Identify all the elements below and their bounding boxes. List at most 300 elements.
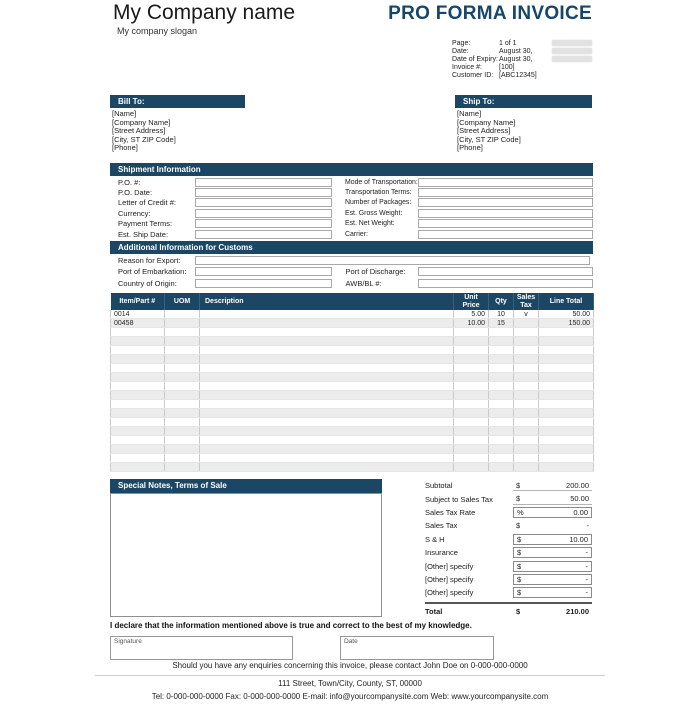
cell-line-total[interactable]	[539, 346, 594, 355]
meta-value[interactable]: August 30,	[499, 55, 533, 63]
cell-description[interactable]	[200, 346, 454, 355]
cell-line-total[interactable]	[539, 364, 594, 373]
field-input[interactable]	[418, 198, 593, 207]
currency-symbol: $	[517, 548, 522, 558]
port-of-embarkation-input[interactable]	[195, 267, 332, 276]
cell-sales-tax[interactable]	[514, 328, 539, 337]
table-row[interactable]	[111, 310, 594, 319]
cell-line-total[interactable]	[539, 427, 594, 436]
cell-sales-tax[interactable]	[514, 445, 539, 454]
field-label: Country of Origin:	[118, 278, 177, 288]
cell-sales-tax[interactable]	[514, 400, 539, 409]
col-sales-tax: Sales Tax	[514, 293, 539, 310]
currency-symbol: %	[517, 507, 524, 517]
grand-total-label: Total	[425, 607, 443, 617]
field-label: Letter of Credit #:	[118, 198, 176, 208]
cell-uom[interactable]	[165, 328, 200, 337]
cell-description[interactable]	[200, 364, 454, 373]
totals-amount-field[interactable]	[513, 507, 592, 518]
grand-total-amount	[513, 606, 592, 617]
cell-uom[interactable]	[165, 463, 200, 472]
cell-line-total[interactable]	[539, 418, 594, 427]
table-row[interactable]	[111, 463, 594, 472]
totals-value: -	[585, 574, 588, 584]
field-label: Est. Gross Weight:	[345, 209, 403, 217]
customs-info-header: Additional Information for Customs	[110, 241, 593, 254]
cell-description[interactable]	[200, 328, 454, 337]
field-label: Mode of Transportation:	[345, 178, 418, 186]
cell-unit-price[interactable]	[454, 337, 489, 346]
cell-unit-price[interactable]	[454, 454, 489, 463]
currency-symbol: $	[517, 574, 522, 584]
cell-description[interactable]	[200, 463, 454, 472]
cell-description[interactable]	[200, 319, 454, 328]
cell-unit-price[interactable]	[454, 346, 489, 355]
meta-label: Page:	[452, 39, 471, 47]
cell-item-part[interactable]	[111, 418, 165, 427]
field-label: AWB/BL #:	[345, 278, 382, 288]
field-label: Transportation Terms:	[345, 189, 412, 197]
cell-unit-price[interactable]	[454, 418, 489, 427]
cell-unit-price[interactable]	[454, 391, 489, 400]
cell-line-total[interactable]: 50.00	[539, 310, 594, 319]
cell-item-part[interactable]	[111, 373, 165, 382]
currency-symbol: $	[516, 607, 521, 617]
cell-qty[interactable]	[489, 364, 514, 373]
field-label: Port of Discharge:	[345, 267, 406, 277]
meta-value[interactable]: 1 of 1	[499, 39, 517, 47]
cell-item-part[interactable]	[111, 328, 165, 337]
table-row[interactable]	[111, 400, 594, 409]
cell-qty[interactable]	[489, 382, 514, 391]
field-input[interactable]	[195, 230, 332, 239]
cell-line-total[interactable]	[539, 382, 594, 391]
cell-unit-price[interactable]	[454, 328, 489, 337]
bill-to-line[interactable]: [City, ST ZIP Code]	[112, 134, 176, 144]
cell-item-part[interactable]	[111, 436, 165, 445]
currency-symbol: $	[516, 494, 521, 504]
cell-item-part[interactable]: 00458	[111, 319, 165, 328]
cell-item-part[interactable]	[111, 463, 165, 472]
field-input[interactable]	[418, 188, 593, 197]
currency-symbol: $	[517, 534, 522, 544]
special-notes-input[interactable]	[110, 493, 382, 617]
col-qty: Qty	[489, 293, 514, 310]
cell-qty[interactable]	[489, 418, 514, 427]
cell-description[interactable]	[200, 445, 454, 454]
meta-label: Date of Expiry:	[452, 55, 498, 63]
cell-unit-price[interactable]	[454, 400, 489, 409]
cell-qty[interactable]	[489, 454, 514, 463]
cell-description[interactable]	[200, 310, 454, 319]
cell-sales-tax[interactable]	[514, 373, 539, 382]
totals-amount-field[interactable]	[513, 587, 592, 598]
cell-unit-price[interactable]	[454, 436, 489, 445]
cell-uom[interactable]	[165, 382, 200, 391]
table-row[interactable]	[111, 391, 594, 400]
cell-qty[interactable]	[489, 355, 514, 364]
cell-line-total[interactable]	[539, 436, 594, 445]
meta-row	[452, 39, 592, 47]
meta-row	[452, 63, 592, 71]
country-of-origin-input[interactable]	[195, 279, 332, 288]
cell-sales-tax[interactable]: v	[514, 310, 539, 319]
col-line-total: Line Total	[539, 293, 594, 310]
table-row[interactable]	[111, 418, 594, 427]
totals-amount-field[interactable]	[513, 494, 592, 505]
cell-sales-tax[interactable]	[514, 337, 539, 346]
field-row	[345, 208, 593, 218]
cell-item-part[interactable]	[111, 355, 165, 364]
totals-label: [Other] specify	[425, 574, 474, 584]
ship-to-address[interactable]	[455, 108, 592, 153]
totals-row	[425, 479, 592, 492]
field-row	[345, 187, 593, 197]
cell-line-total[interactable]	[539, 445, 594, 454]
meta-label: Invoice #:	[452, 63, 482, 71]
cell-item-part[interactable]	[111, 391, 165, 400]
cell-uom[interactable]	[165, 391, 200, 400]
cell-line-total[interactable]	[539, 409, 594, 418]
cell-line-total[interactable]	[539, 337, 594, 346]
table-row[interactable]	[111, 373, 594, 382]
cell-line-total[interactable]	[539, 463, 594, 472]
cell-uom[interactable]	[165, 319, 200, 328]
totals-row	[425, 586, 592, 599]
shipment-info-header: Shipment Information	[110, 163, 593, 176]
bill-to-section	[110, 95, 245, 153]
bill-to-line[interactable]: [Phone]	[112, 143, 138, 153]
totals-value: -	[585, 561, 588, 571]
field-input[interactable]	[418, 219, 593, 228]
footer-contact-line: Should you have any enquiries concerning this invoice, please contact John Doe on 0-000-000-0000	[172, 661, 528, 670]
meta-row	[452, 47, 592, 55]
field-row	[345, 177, 593, 187]
table-row[interactable]	[111, 319, 594, 328]
cell-unit-price[interactable]	[454, 463, 489, 472]
bill-to-header: Bill To:	[110, 95, 245, 108]
totals-label: S & H	[425, 534, 445, 544]
cell-uom[interactable]	[165, 400, 200, 409]
grand-total-row	[425, 602, 592, 619]
cell-uom[interactable]	[165, 445, 200, 454]
totals-value: 50.00	[570, 494, 589, 504]
field-label: Port of Embarkation:	[118, 267, 187, 277]
totals-value: -	[586, 521, 589, 531]
totals-label: [Other] specify	[425, 561, 474, 571]
cell-item-part[interactable]	[111, 409, 165, 418]
invoice-meta	[452, 39, 592, 79]
company-slogan: My company slogan	[117, 26, 198, 36]
field-input[interactable]	[418, 178, 593, 187]
cell-qty[interactable]	[489, 463, 514, 472]
currency-symbol: $	[516, 480, 521, 490]
cell-description[interactable]	[200, 409, 454, 418]
currency-symbol: $	[516, 521, 521, 531]
col-description: Description	[200, 293, 454, 310]
cell-unit-price[interactable]	[454, 364, 489, 373]
table-row[interactable]	[111, 355, 594, 364]
field-row	[345, 219, 593, 229]
cell-qty[interactable]	[489, 337, 514, 346]
cell-unit-price[interactable]	[454, 409, 489, 418]
ship-to-line[interactable]: [Company Name]	[457, 117, 516, 127]
shipment-fields-right	[345, 177, 593, 239]
totals-row	[425, 559, 592, 572]
cell-line-total[interactable]	[539, 328, 594, 337]
cell-uom[interactable]	[165, 409, 200, 418]
customs-row-origin	[118, 278, 593, 288]
cell-line-total[interactable]	[539, 391, 594, 400]
cell-uom[interactable]	[165, 427, 200, 436]
special-notes-header: Special Notes, Terms of Sale	[110, 479, 382, 493]
field-input[interactable]	[195, 178, 332, 187]
customs-row-reason	[118, 255, 593, 265]
cell-description[interactable]	[200, 436, 454, 445]
cell-uom[interactable]	[165, 418, 200, 427]
redacted-value	[552, 48, 592, 54]
cell-description[interactable]	[200, 418, 454, 427]
currency-symbol: $	[517, 588, 522, 598]
cell-item-part[interactable]	[111, 364, 165, 373]
cell-sales-tax[interactable]	[514, 427, 539, 436]
cell-uom[interactable]	[165, 346, 200, 355]
cell-description[interactable]	[200, 337, 454, 346]
cell-qty[interactable]	[489, 391, 514, 400]
totals-amount-field[interactable]	[513, 547, 592, 558]
meta-value[interactable]: [100]	[499, 63, 515, 71]
field-label: Est. Ship Date:	[118, 229, 169, 239]
totals-amount-field[interactable]	[513, 534, 592, 545]
field-input[interactable]	[195, 188, 332, 197]
ship-to-line[interactable]: [Street Address]	[457, 126, 511, 136]
footer-divider	[95, 675, 605, 676]
cell-sales-tax[interactable]	[514, 436, 539, 445]
field-input[interactable]	[195, 198, 332, 207]
table-header-row	[111, 293, 594, 310]
col-uom: UOM	[165, 293, 200, 310]
totals-label: Subtotal	[425, 481, 453, 491]
cell-qty[interactable]	[489, 436, 514, 445]
field-label: Est. Net Weight:	[345, 220, 395, 228]
totals-section	[425, 479, 592, 619]
meta-value[interactable]: [ABC12345]	[499, 71, 537, 79]
bill-to-line[interactable]: [Name]	[112, 109, 137, 118]
cell-unit-price[interactable]	[454, 427, 489, 436]
cell-sales-tax[interactable]	[514, 418, 539, 427]
meta-row	[452, 71, 592, 79]
table-row[interactable]	[111, 427, 594, 436]
totals-row	[425, 573, 592, 586]
cell-line-total[interactable]	[539, 454, 594, 463]
totals-label: Insurance	[425, 548, 458, 558]
field-label: Currency:	[118, 208, 151, 218]
cell-uom[interactable]	[165, 454, 200, 463]
totals-label: Subject to Sales Tax	[425, 494, 493, 504]
company-name: My Company name	[113, 1, 296, 24]
field-label: Number of Packages:	[345, 199, 412, 207]
field-row	[118, 229, 332, 239]
table-row[interactable]	[111, 454, 594, 463]
cell-sales-tax[interactable]	[514, 346, 539, 355]
footer-address-line: 111 Street, Town/City, County, ST, 00000	[278, 679, 422, 688]
totals-value: -	[585, 548, 588, 558]
cell-item-part[interactable]	[111, 454, 165, 463]
awb-bl-input[interactable]	[418, 279, 593, 288]
cell-qty[interactable]	[489, 373, 514, 382]
cell-sales-tax[interactable]	[514, 364, 539, 373]
totals-row	[425, 533, 592, 546]
field-row	[118, 198, 332, 208]
cell-qty[interactable]: 15	[489, 319, 514, 328]
meta-row	[452, 55, 592, 63]
field-label: Carrier:	[345, 230, 368, 238]
col-item-part: Item/Part #	[111, 293, 165, 310]
ship-to-line[interactable]: [Name]	[457, 109, 482, 118]
field-label: Payment Terms:	[118, 219, 173, 229]
cell-item-part[interactable]	[111, 346, 165, 355]
field-label: P.O. #:	[118, 177, 141, 187]
cell-qty[interactable]: 10	[489, 310, 514, 319]
cell-uom[interactable]	[165, 337, 200, 346]
cell-sales-tax[interactable]	[514, 391, 539, 400]
cell-line-total[interactable]: 150.00	[539, 319, 594, 328]
col-unit-price: Unit Price	[454, 293, 489, 310]
table-row[interactable]	[111, 409, 594, 418]
totals-row	[425, 519, 592, 532]
field-label: P.O. Date:	[118, 188, 153, 198]
cell-line-total[interactable]	[539, 400, 594, 409]
port-of-discharge-input[interactable]	[418, 267, 593, 276]
cell-item-part[interactable]	[111, 427, 165, 436]
cell-description[interactable]	[200, 427, 454, 436]
totals-value: 0.00	[573, 507, 588, 517]
document-title: PRO FORMA INVOICE	[388, 3, 592, 24]
totals-amount-field[interactable]	[513, 574, 592, 585]
cell-uom[interactable]	[165, 436, 200, 445]
cell-description[interactable]	[200, 391, 454, 400]
cell-description[interactable]	[200, 400, 454, 409]
totals-value: 10.00	[569, 534, 588, 544]
field-input[interactable]	[195, 209, 332, 218]
field-row	[345, 198, 593, 208]
cell-qty[interactable]	[489, 409, 514, 418]
bill-to-line[interactable]: [Street Address]	[112, 126, 166, 136]
cell-item-part[interactable]	[111, 445, 165, 454]
totals-label: [Other] specify	[425, 588, 474, 598]
cell-sales-tax[interactable]	[514, 454, 539, 463]
meta-label: Customer ID:	[452, 71, 494, 79]
shipment-fields-left	[118, 177, 332, 239]
totals-label: Sales Tax	[425, 521, 458, 531]
customs-row-ports	[118, 267, 593, 277]
ship-to-header: Ship To:	[455, 95, 592, 108]
declaration-text: I declare that the information mentioned above is true and correct to the best of my knowledge.	[110, 621, 472, 630]
table-row[interactable]	[111, 382, 594, 391]
table-row[interactable]	[111, 445, 594, 454]
cell-sales-tax[interactable]	[514, 382, 539, 391]
bill-to-line[interactable]: [Company Name]	[112, 117, 171, 127]
cell-qty[interactable]	[489, 328, 514, 337]
bill-to-address[interactable]	[110, 108, 245, 153]
totals-value: 200.00	[566, 480, 589, 490]
cell-uom[interactable]	[165, 310, 200, 319]
cell-line-total[interactable]	[539, 355, 594, 364]
cell-qty[interactable]	[489, 346, 514, 355]
cell-sales-tax[interactable]	[514, 319, 539, 328]
ship-to-section	[455, 95, 592, 153]
grand-total-value: 210.00	[566, 607, 589, 617]
cell-description[interactable]	[200, 373, 454, 382]
field-input[interactable]	[418, 230, 593, 239]
cell-unit-price[interactable]	[454, 382, 489, 391]
cell-qty[interactable]	[489, 445, 514, 454]
footer-tel-line: Tel: 0-000-000-0000 Fax: 0-000-000-0000 E-mail: info@yourcompanysite.com Web: www.yourcompanysite.com	[151, 692, 549, 701]
cell-item-part[interactable]	[111, 382, 165, 391]
redacted-value	[552, 56, 592, 62]
totals-amount-field[interactable]	[513, 520, 592, 531]
cell-uom[interactable]	[165, 355, 200, 364]
field-row	[118, 177, 332, 187]
meta-label: Date:	[452, 47, 469, 55]
reason-for-export-input[interactable]	[195, 256, 590, 265]
totals-amount-field[interactable]	[513, 561, 592, 572]
field-label: Reason for Export:	[118, 255, 181, 265]
cell-description[interactable]	[200, 355, 454, 364]
cell-unit-price[interactable]: 10.00	[454, 319, 489, 328]
field-input[interactable]	[418, 209, 593, 218]
field-row	[118, 187, 332, 197]
cell-uom[interactable]	[165, 364, 200, 373]
cell-item-part[interactable]: 0014	[111, 310, 165, 319]
cell-unit-price[interactable]	[454, 355, 489, 364]
cell-description[interactable]	[200, 454, 454, 463]
cell-sales-tax[interactable]	[514, 409, 539, 418]
totals-label: Sales Tax Rate	[425, 507, 476, 517]
meta-value[interactable]: August 30,	[499, 47, 533, 55]
cell-uom[interactable]	[165, 373, 200, 382]
cell-item-part[interactable]	[111, 337, 165, 346]
cell-qty[interactable]	[489, 400, 514, 409]
field-row	[118, 219, 332, 229]
table-row[interactable]	[111, 328, 594, 337]
field-row	[118, 208, 332, 218]
totals-value: -	[585, 588, 588, 598]
table-row[interactable]	[111, 337, 594, 346]
ship-to-line[interactable]: [City, ST ZIP Code]	[457, 134, 521, 144]
table-row[interactable]	[111, 364, 594, 373]
signature-input[interactable]: Signature	[110, 636, 293, 660]
currency-symbol: $	[517, 561, 522, 571]
cell-sales-tax[interactable]	[514, 355, 539, 364]
cell-qty[interactable]	[489, 427, 514, 436]
cell-unit-price[interactable]	[454, 445, 489, 454]
ship-to-line[interactable]: [Phone]	[457, 143, 483, 153]
cell-item-part[interactable]	[111, 400, 165, 409]
cell-line-total[interactable]	[539, 373, 594, 382]
cell-description[interactable]	[200, 382, 454, 391]
table-row[interactable]	[111, 346, 594, 355]
totals-amount-field[interactable]	[513, 480, 592, 491]
date-input[interactable]: Date	[340, 636, 494, 660]
cell-unit-price[interactable]	[454, 373, 489, 382]
redacted-value	[552, 40, 592, 46]
field-input[interactable]	[195, 219, 332, 228]
totals-row	[425, 492, 592, 505]
cell-sales-tax[interactable]	[514, 463, 539, 472]
cell-unit-price[interactable]: 5.00	[454, 310, 489, 319]
table-row[interactable]	[111, 436, 594, 445]
